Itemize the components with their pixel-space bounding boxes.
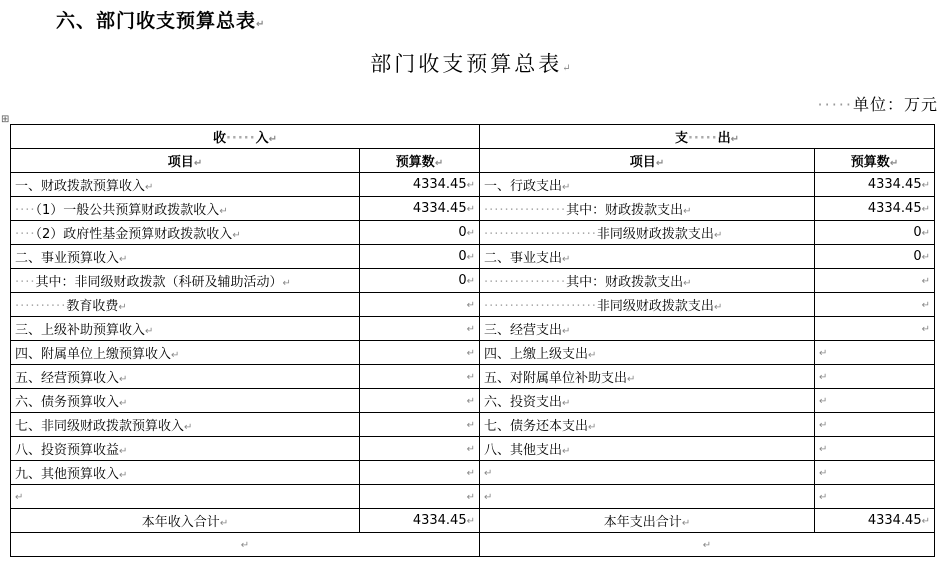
budget-table	[10, 124, 935, 557]
expense-item-cell	[480, 317, 815, 341]
table-row	[11, 461, 935, 485]
income-item-cell	[11, 485, 360, 509]
paragraph-mark: ↵	[921, 300, 930, 311]
cell-text: 4334.45	[867, 513, 922, 528]
expense-item-cell	[480, 485, 815, 509]
section-heading: 六、部门收支预算总表↵	[56, 10, 266, 32]
expense-amount-cell	[815, 461, 935, 485]
paragraph-mark: ↵	[119, 470, 128, 481]
expense-item-cell	[480, 365, 815, 389]
paragraph-mark: ↵	[119, 446, 128, 457]
total-expense-value	[815, 509, 935, 533]
expense-amount-cell	[815, 317, 935, 341]
cell-text: 其中：非同级财政拨款（科研及辅助活动）	[35, 275, 283, 290]
cell-text: 教育收费	[66, 299, 119, 314]
income-amount-cell	[360, 197, 480, 221]
empty-row	[11, 533, 935, 557]
income-amount-cell	[360, 245, 480, 269]
indent-dots: ················	[484, 203, 567, 218]
cell-text: 七、非同级财政拨款预算收入	[15, 419, 185, 434]
expense-item-cell	[480, 461, 815, 485]
indent-dots: ····	[15, 203, 36, 218]
income-header: 收·····入↵	[11, 125, 480, 149]
paragraph-mark: ↵	[466, 348, 475, 359]
cell-text: 0	[913, 225, 922, 240]
income-item-col-header: 项目↵	[11, 149, 360, 173]
income-amount-cell	[360, 221, 480, 245]
paragraph-mark: ↵	[466, 396, 475, 407]
income-item-cell	[11, 317, 360, 341]
header-row	[11, 125, 935, 149]
income-amount-cell	[360, 269, 480, 293]
expense-item-cell	[480, 293, 815, 317]
expense-amount-cell	[815, 437, 935, 461]
income-item-cell	[11, 221, 360, 245]
cell-text: 非同级财政拨款支出	[596, 299, 714, 314]
expense-item-cell	[480, 197, 815, 221]
table-row	[11, 173, 935, 197]
doc-title: 部门收支预算总表↵	[370, 52, 574, 76]
expense-header: 支·····出↵	[480, 125, 935, 149]
table-row	[11, 437, 935, 461]
paragraph-mark: ↵	[484, 492, 493, 503]
paragraph-mark: ↵	[921, 228, 930, 239]
paragraph-mark: ↵	[627, 374, 636, 385]
table-row	[11, 269, 935, 293]
cell-text: 二、事业支出	[484, 251, 563, 266]
empty-cell	[11, 533, 480, 557]
paragraph-mark: ↵	[819, 468, 828, 479]
income-item-cell	[11, 437, 360, 461]
indent-dots: ······················	[484, 227, 597, 242]
paragraph-mark: ↵	[466, 204, 475, 215]
paragraph-mark: ↵	[466, 492, 475, 503]
paragraph-mark: ↵	[819, 396, 828, 407]
paragraph-mark: ↵	[466, 372, 475, 383]
cell-text: 八、投资预算收益	[15, 443, 120, 458]
income-item-cell	[11, 413, 360, 437]
income-amount-cell	[360, 317, 480, 341]
paragraph-mark: ↵	[466, 420, 475, 431]
income-item-cell	[11, 341, 360, 365]
cell-text: 4334.45	[867, 177, 922, 192]
paragraph-mark: ↵	[466, 180, 475, 191]
cell-text: 五、对附属单位补助支出	[484, 371, 628, 386]
paragraph-mark: ↵	[219, 206, 228, 217]
income-item-cell	[11, 389, 360, 413]
cell-text: 一、行政支出	[484, 179, 563, 194]
paragraph-mark: ↵	[484, 468, 493, 479]
paragraph-mark: ↵	[819, 372, 828, 383]
cell-text: 4334.45	[412, 201, 467, 216]
expense-item-cell	[480, 341, 815, 365]
indent-dots: ··········	[15, 299, 67, 314]
paragraph-mark: ↵	[171, 350, 180, 361]
unit-label: ·····单位：万元	[817, 95, 938, 114]
expense-amount-cell	[815, 173, 935, 197]
income-amount-cell	[360, 173, 480, 197]
expense-item-cell	[480, 389, 815, 413]
table-row	[11, 317, 935, 341]
cell-text: 九、其他预算收入	[15, 467, 120, 482]
income-item-cell	[11, 245, 360, 269]
paragraph-mark: ↵	[466, 324, 475, 335]
cell-text: 六、投资支出	[484, 395, 563, 410]
paragraph-mark: ↵	[219, 518, 229, 529]
paragraph-mark: ↵	[921, 180, 930, 191]
paragraph-mark: ↵	[702, 540, 712, 551]
income-amount-cell	[360, 389, 480, 413]
indent-dots: ····	[15, 275, 36, 290]
income-item-cell	[11, 269, 360, 293]
expense-item-cell	[480, 413, 815, 437]
cell-text: 本年支出合计	[603, 515, 682, 530]
income-item-cell	[11, 461, 360, 485]
expense-amount-cell	[815, 245, 935, 269]
indent-dots: ····	[15, 227, 36, 242]
cell-text: 4334.45	[867, 201, 922, 216]
income-amount-cell	[360, 293, 480, 317]
paragraph-mark: ↵	[466, 444, 475, 455]
paragraph-mark: ↵	[819, 420, 828, 431]
table-row	[11, 485, 935, 509]
paragraph-mark: ↵	[921, 252, 930, 263]
expense-item-cell	[480, 221, 815, 245]
income-amount-cell	[360, 461, 480, 485]
expense-amount-cell	[815, 221, 935, 245]
cell-text: 4334.45	[412, 513, 467, 528]
cell-text: 二、事业预算收入	[15, 251, 120, 266]
paragraph-mark: ↵	[466, 252, 475, 263]
expense-item-col-header: 项目↵	[480, 149, 815, 173]
paragraph-mark: ↵	[119, 398, 128, 409]
income-amount-cell	[360, 365, 480, 389]
table-row	[11, 221, 935, 245]
paragraph-mark: ↵	[562, 398, 571, 409]
paragraph-mark: ↵	[562, 182, 571, 193]
income-item-cell	[11, 365, 360, 389]
cell-text: （2）政府性基金预算财政拨款收入	[35, 227, 233, 242]
cell-text: 0	[913, 249, 922, 264]
cell-text: 三、上级补助预算收入	[15, 323, 146, 338]
paragraph-mark: ↵	[588, 350, 597, 361]
table-row	[11, 197, 935, 221]
total-income-label	[11, 509, 360, 533]
paragraph-mark: ↵	[232, 230, 241, 241]
paragraph-mark: ↵	[562, 254, 571, 265]
paragraph-mark: ↵	[683, 206, 692, 217]
total-income-value	[360, 509, 480, 533]
expense-item-cell	[480, 269, 815, 293]
cell-text: 八、其他支出	[484, 443, 563, 458]
paragraph-mark: ↵	[683, 278, 692, 289]
paragraph-mark: ↵	[588, 422, 597, 433]
paragraph-mark: ↵	[466, 516, 475, 527]
table-row	[11, 293, 935, 317]
paragraph-mark: ↵	[15, 492, 24, 503]
cell-text: 一、财政拨款预算收入	[15, 179, 146, 194]
expense-amount-cell	[815, 197, 935, 221]
total-expense-label	[480, 509, 815, 533]
expense-amount-cell	[815, 341, 935, 365]
income-amount-cell	[360, 341, 480, 365]
paragraph-mark: ↵	[118, 302, 127, 313]
indent-dots: ······················	[484, 299, 597, 314]
table-row	[11, 245, 935, 269]
expense-item-cell	[480, 245, 815, 269]
expense-amount-cell	[815, 485, 935, 509]
cell-text: 五、经营预算收入	[15, 371, 120, 386]
paragraph-mark: ↵	[119, 374, 128, 385]
cell-text: 非同级财政拨款支出	[596, 227, 714, 242]
column-header-row	[11, 149, 935, 173]
paragraph-mark: ↵	[184, 422, 193, 433]
paragraph-mark: ↵	[145, 182, 154, 193]
cell-text: 0	[458, 249, 467, 264]
table-row	[11, 413, 935, 437]
cell-text: 0	[458, 225, 467, 240]
table-row	[11, 389, 935, 413]
cell-text: 六、债务预算收入	[15, 395, 120, 410]
expense-amount-cell	[815, 389, 935, 413]
cell-text: 0	[458, 273, 467, 288]
paragraph-mark: ↵	[562, 326, 571, 337]
paragraph-mark: ↵	[145, 326, 154, 337]
paragraph-mark: ↵	[819, 444, 828, 455]
cell-text: 本年收入合计	[141, 515, 220, 530]
paragraph-mark: ↵	[921, 276, 930, 287]
table-anchor-icon[interactable]: ⊞	[1, 114, 10, 125]
income-item-cell	[11, 293, 360, 317]
expense-amount-cell	[815, 293, 935, 317]
expense-budget-col-header: 预算数↵	[815, 149, 935, 173]
income-budget-col-header: 预算数↵	[360, 149, 480, 173]
cell-text: 四、附属单位上缴预算收入	[15, 347, 172, 362]
expense-amount-cell	[815, 365, 935, 389]
cell-text: 4334.45	[412, 177, 467, 192]
cell-text: （1）一般公共预算财政拨款收入	[35, 203, 220, 218]
paragraph-mark: ↵	[282, 278, 291, 289]
paragraph-mark: ↵	[713, 302, 723, 313]
income-item-cell	[11, 197, 360, 221]
totals-row	[11, 509, 935, 533]
cell-text: 其中：财政拨款支出	[566, 275, 684, 290]
cell-text: 七、债务还本支出	[484, 419, 589, 434]
table-row	[11, 341, 935, 365]
paragraph-mark: ↵	[819, 348, 828, 359]
expense-amount-cell	[815, 269, 935, 293]
cell-text: 其中：财政拨款支出	[566, 203, 684, 218]
income-amount-cell	[360, 413, 480, 437]
paragraph-mark: ↵	[466, 468, 475, 479]
paragraph-mark: ↵	[921, 516, 930, 527]
paragraph-mark: ↵	[921, 324, 930, 335]
paragraph-mark: ↵	[713, 230, 723, 241]
paragraph-mark: ↵	[466, 276, 475, 287]
expense-item-cell	[480, 437, 815, 461]
cell-text: 四、上缴上级支出	[484, 347, 589, 362]
cell-text: 三、经营支出	[484, 323, 563, 338]
paragraph-mark: ↵	[466, 300, 475, 311]
expense-amount-cell	[815, 413, 935, 437]
paragraph-mark: ↵	[466, 228, 475, 239]
table-row	[11, 365, 935, 389]
paragraph-mark: ↵	[240, 540, 250, 551]
paragraph-mark: ↵	[681, 518, 691, 529]
paragraph-mark: ↵	[819, 492, 828, 503]
empty-cell	[480, 533, 935, 557]
income-amount-cell	[360, 437, 480, 461]
paragraph-mark: ↵	[562, 446, 571, 457]
paragraph-mark: ↵	[921, 204, 930, 215]
income-amount-cell	[360, 485, 480, 509]
indent-dots: ················	[484, 275, 567, 290]
paragraph-mark: ↵	[119, 254, 128, 265]
income-item-cell	[11, 173, 360, 197]
expense-item-cell	[480, 173, 815, 197]
